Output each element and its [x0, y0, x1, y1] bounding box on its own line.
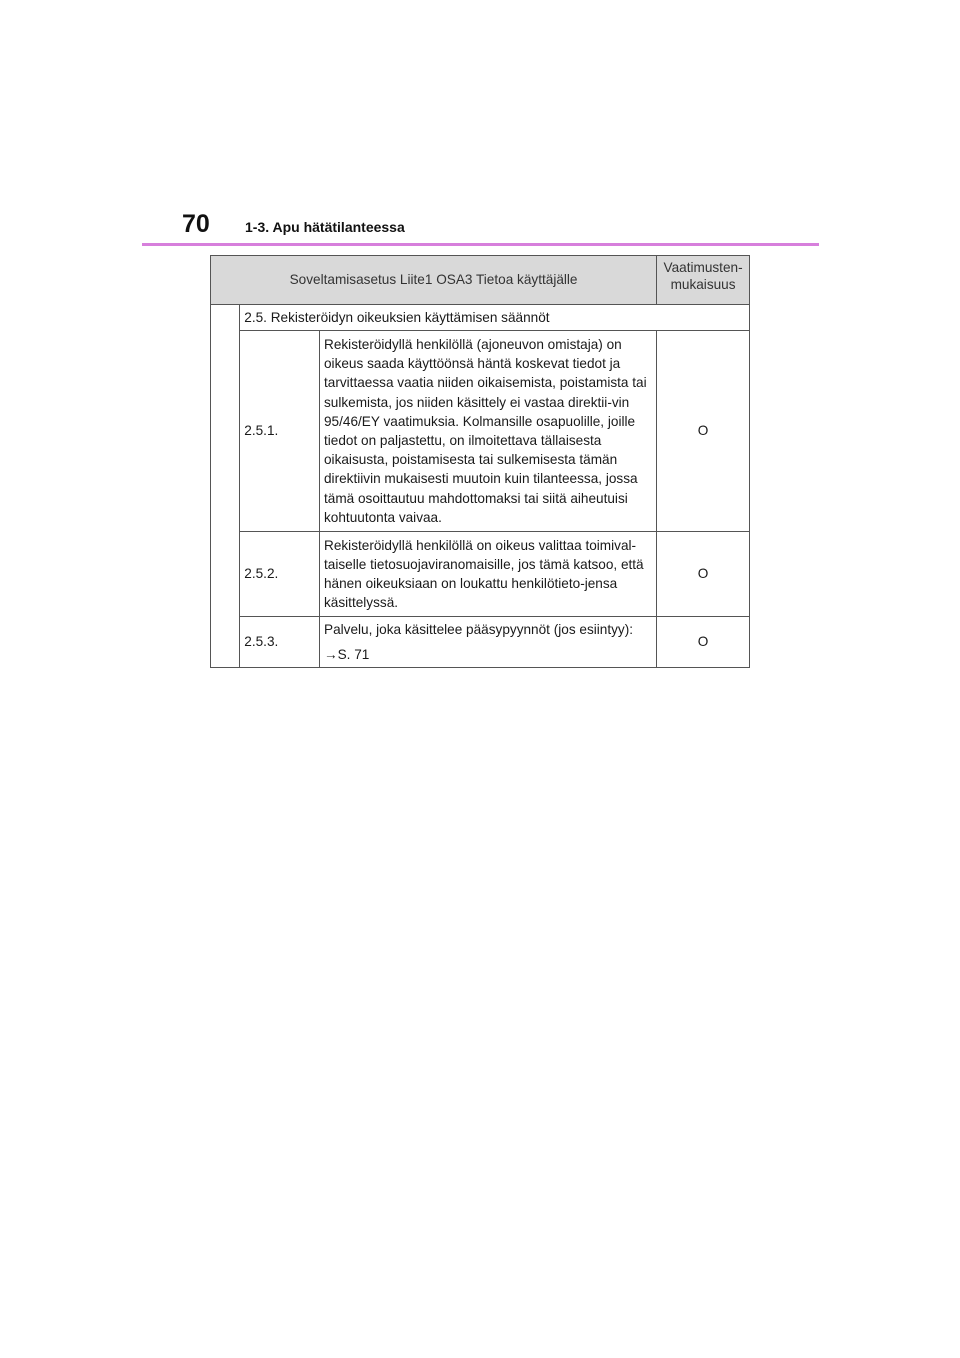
page-number: 70 — [182, 210, 210, 238]
table-row — [211, 617, 750, 668]
row-compliance: O — [657, 331, 750, 532]
header-rule — [142, 243, 819, 246]
table-head-main: Soveltamisasetus Liite1 OSA3 Tietoa käyttäjälle — [211, 256, 657, 305]
row-text — [320, 617, 657, 668]
row-number: 2.5.2. — [240, 532, 320, 617]
row-text — [320, 331, 657, 532]
row-compliance: O — [657, 532, 750, 617]
row-text-line: Palvelu, joka käsittelee pääsypyynnöt (jos esiintyy): — [324, 621, 634, 637]
page-reference-link[interactable]: →S. 71 — [324, 647, 370, 662]
row-number: 2.5.1. — [240, 331, 320, 532]
row-text — [320, 532, 657, 617]
requirements-table — [210, 255, 750, 668]
table-row — [211, 331, 750, 532]
row-compliance: O — [657, 617, 750, 668]
row-number: 2.5.3. — [240, 617, 320, 668]
table-head-compliance — [657, 256, 750, 305]
section-heading: 2.5. Rekisteröidyn oikeuksien käyttämisen säännöt — [240, 305, 750, 331]
table-section-row — [211, 305, 750, 331]
table-row — [211, 532, 750, 617]
row-text-content: Rekisteröidyllä henkilöllä on oikeus valittaa toimival-taiselle tietosuojaviranomaisille, jos tämä katsoo, että hänen oikeuksiaan on loukattu henkilötieto-jensa käsittelyssä. — [324, 537, 644, 611]
table-header-row — [211, 256, 750, 305]
row-text-content: Rekisteröidyllä henkilöllä (ajoneuvon omistaja) on oikeus saada käyttöönsä häntä koskevat tiedot ja tarvittaessa vaatia niiden oikaisemista, poistamista tai sulkemista, jos niiden käsittely ei vastaa direktii-vin 95/46/EY vaatimuksia. Kolmansille osapuolille, joille tiedot on paljastettu, on ilmoitettava tällaisesta oikaisusta, poistamisesta tai sulkemisesta tämän direktiivin mukaisesti muutoin kuin tilanteessa, jossa tämä osoittautuu mahdottomaksi tai siitä aiheutuisi kohtuutonta vaivaa. — [324, 336, 647, 525]
table-head-compliance-text: Vaatimusten- mukaisuus — [663, 260, 743, 292]
row-text-content — [324, 618, 652, 666]
table-indent-cell — [211, 305, 240, 668]
section-title: 1-3. Apu hätätilanteessa — [245, 219, 405, 235]
